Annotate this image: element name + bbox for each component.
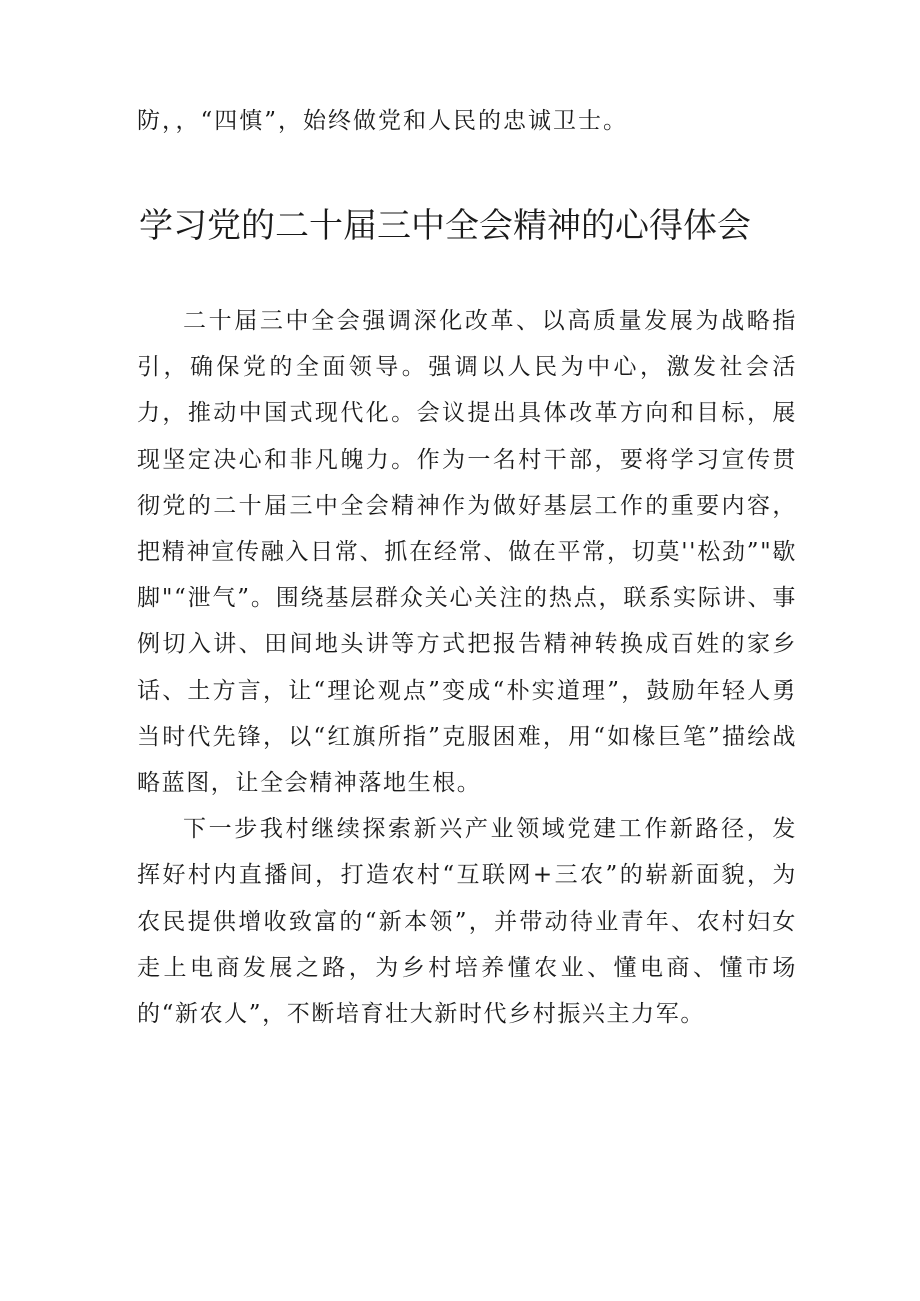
body-paragraph-2: 下一步我村继续探索新兴产业领域党建工作新路径，发挥好村内直播间，打造农村“互联网+三农”的崭新面貌，为农民提供增收致富的“新本领”，并带动待业青年、农村妇女走上电商发展之路，为乡村培养懂农业、懂电商、懂市场的“新农人”，不断培育壮大新时代乡村振兴主力军。	[137, 816, 797, 1028]
previous-page-carry-over-line: 防，，“四慎”，始终做党和人民的忠诚卫士。	[137, 108, 629, 134]
body-paragraph-1: 二十届三中全会强调深化改革、以高质量发展为战略指引，确保党的全面领导。强调以人民为中心，激发社会活力，推动中国式现代化。会议提出具体改革方向和目标，展现坚定决心和非凡魄力。作为一名村干部，要将学习宣传贯彻党的二十届三中全会精神作为做好基层工作的重要内容，把精神宣传融入日常、抓在经常、做在平常，切莫''松劲”"歇脚"“泄气”。围绕基层群众关心关注的热点，联系实际讲、事例切入讲、田间地头讲等方式把报告精神转换成百姓的家乡话、土方言，让“理论观点”变成“朴实道理”，鼓励年轻人勇当时代先锋，以“红旗所指”克服困难，用“如椽巨笔”描绘战略蓝图，让全会精神落地生根。	[137, 308, 797, 797]
document-title: 学习党的二十届三中全会精神的心得体会	[139, 206, 751, 246]
document-body	[137, 298, 797, 1037]
